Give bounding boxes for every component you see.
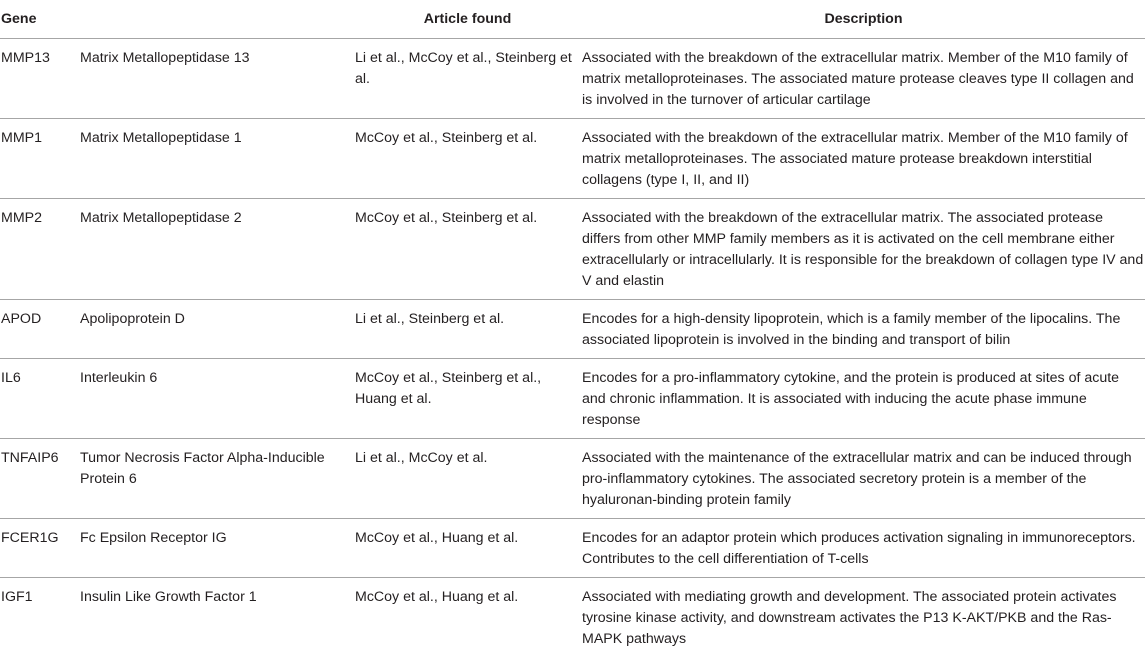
gene-description: Associated with the breakdown of the extracellular matrix. The associated protease differs from other MMP family members as it is activated on the cell membrane either extracellularly or intracellularly. It is responsible for the breakdown of collagen type IV and V and elastin [582, 199, 1145, 300]
article-found: McCoy et al., Huang et al. [353, 578, 582, 657]
header-gene: Gene [0, 0, 80, 39]
table-row [0, 519, 1145, 578]
gene-description: Encodes for a high-density lipoprotein, which is a family member of the lipocalins. The associated lipoprotein is involved in the binding and transport of bilin [582, 300, 1145, 359]
table-row [0, 578, 1145, 657]
header-description: Description [582, 0, 1145, 39]
table-header [0, 0, 1145, 39]
gene-description: Encodes for an adaptor protein which produces activation signaling in immunoreceptors. Contributes to the cell differentiation of T-cells [582, 519, 1145, 578]
gene-name: Apolipoprotein D [80, 300, 353, 359]
gene-symbol: TNFAIP6 [0, 439, 80, 519]
table-body [0, 39, 1145, 657]
gene-description: Associated with mediating growth and development. The associated protein activates tyrosine kinase activity, and downstream activates the P13 K-AKT/PKB and the Ras-MAPK pathways [582, 578, 1145, 657]
gene-symbol: MMP1 [0, 119, 80, 199]
table-row [0, 300, 1145, 359]
gene-name: Matrix Metallopeptidase 1 [80, 119, 353, 199]
article-found: Li et al., McCoy et al. [353, 439, 582, 519]
table-row [0, 39, 1145, 119]
gene-symbol: FCER1G [0, 519, 80, 578]
gene-name: Fc Epsilon Receptor IG [80, 519, 353, 578]
gene-symbol: IGF1 [0, 578, 80, 657]
article-found: McCoy et al., Steinberg et al. [353, 199, 582, 300]
gene-description: Associated with the breakdown of the extracellular matrix. Member of the M10 family of matrix metalloproteinases. The associated mature protease cleaves type II collagen and is involved in the turnover of articular cartilage [582, 39, 1145, 119]
gene-description: Associated with the maintenance of the extracellular matrix and can be induced through pro-inflammatory cytokines. The associated secretory protein is a member of the hyaluronan-binding protein family [582, 439, 1145, 519]
table-row [0, 119, 1145, 199]
gene-description: Encodes for a pro-inflammatory cytokine, and the protein is produced at sites of acute and chronic inflammation. It is associated with inducing the acute phase immune response [582, 359, 1145, 439]
table-row [0, 359, 1145, 439]
gene-name: Insulin Like Growth Factor 1 [80, 578, 353, 657]
header-name-spacer [80, 0, 353, 39]
article-found: Li et al., McCoy et al., Steinberg et al. [353, 39, 582, 119]
table-row [0, 199, 1145, 300]
article-found: McCoy et al., Steinberg et al., Huang et al. [353, 359, 582, 439]
gene-symbol: APOD [0, 300, 80, 359]
table-row [0, 439, 1145, 519]
header-article-found: Article found [353, 0, 582, 39]
gene-name: Matrix Metallopeptidase 2 [80, 199, 353, 300]
gene-symbol: MMP13 [0, 39, 80, 119]
article-found: McCoy et al., Huang et al. [353, 519, 582, 578]
article-found: Li et al., Steinberg et al. [353, 300, 582, 359]
gene-description: Associated with the breakdown of the extracellular matrix. Member of the M10 family of matrix metalloproteinases. The associated mature protease breakdown interstitial collagens (type I, II, and II) [582, 119, 1145, 199]
gene-name: Matrix Metallopeptidase 13 [80, 39, 353, 119]
gene-symbol: IL6 [0, 359, 80, 439]
gene-name: Tumor Necrosis Factor Alpha-Inducible Protein 6 [80, 439, 353, 519]
article-found: McCoy et al., Steinberg et al. [353, 119, 582, 199]
gene-name: Interleukin 6 [80, 359, 353, 439]
header-row [0, 0, 1145, 39]
gene-symbol: MMP2 [0, 199, 80, 300]
